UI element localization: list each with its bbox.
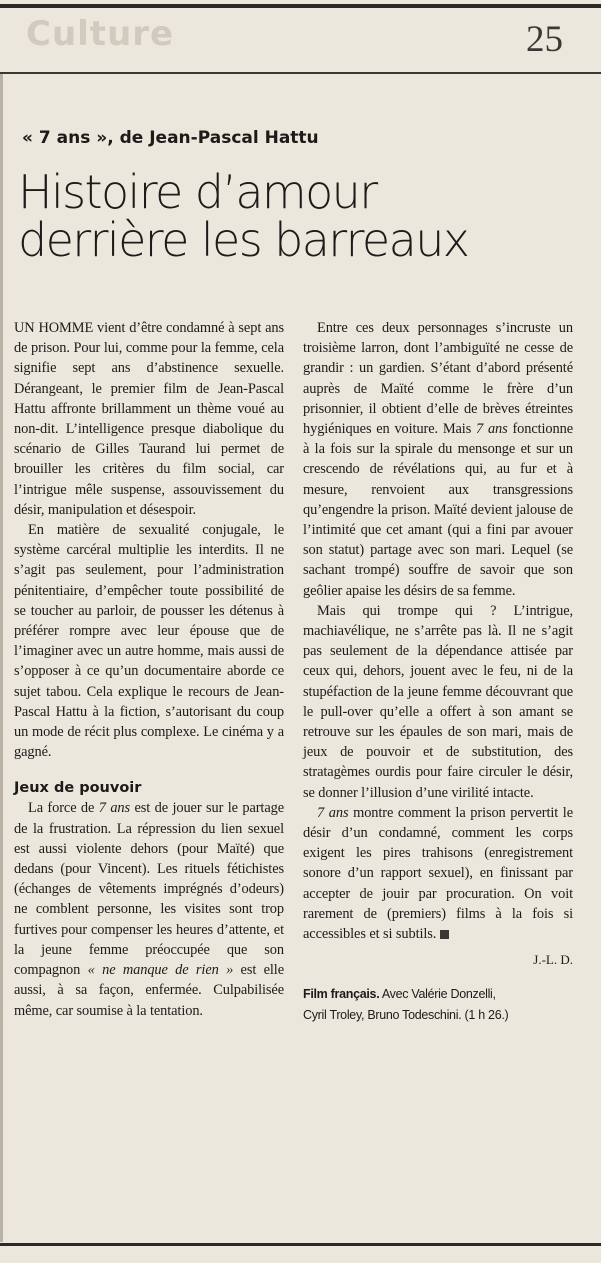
bottom-rule [0, 1243, 601, 1246]
paragraph-3 [14, 798, 284, 1020]
credits-label: Film français. [303, 987, 380, 1002]
headline-line-1: Histoire d’amour [18, 165, 377, 219]
article-column-right [303, 318, 573, 1026]
p6-text: montre comment la prison pervertit le désir d’un condamné, comment les corps exigent les pires trahisons (enregistrement sonore d’un rapport sexuel), en finissant par accepter de jouir par procuration. On voit rarement de (premiers) films à la fois si accessibles et si subtils. [303, 804, 573, 943]
credits-line-2: Cyril Troley, Bruno Todeschini. (1 h 26.) [303, 1008, 509, 1023]
paragraph-2: En matière de sexualité conjugale, le système carcéral multiplie les interdits. Il ne s’agit pas seulement, pour l’administration pénitentiaire, d’empêcher toute possibilité de se toucher au parloir, de pousser les détenus à préférer rompre avec leur épouse que de l’imaginer avec un autre homme, mais aussi de s’opposer à ce qu’un documentaire aborde ce sujet tabou. Cela explique le recours de Jean-Pascal Hattu à la fiction, s’autorisant du coup un mode de récit plus complexe. Le cinéma y a gagné. [14, 522, 284, 761]
article-kicker: « 7 ans », de Jean-Pascal Hattu [22, 128, 319, 148]
end-mark-icon [440, 930, 449, 939]
p3-text-c: est elle aussi, à sa façon, enfermée. Culpabilisée même, car soumise à la tentation. [14, 962, 284, 1019]
headline-line-2: derrière les barreaux [18, 213, 469, 267]
author-signature: J.-L. D. [533, 952, 573, 968]
header-rule [0, 72, 601, 74]
page-number: 25 [526, 19, 563, 60]
film-title: 7 ans [317, 804, 349, 821]
subheading: Jeux de pouvoir [14, 780, 142, 797]
lead-in: UN HOMME [14, 320, 94, 336]
p3-text-a: La force de [28, 800, 99, 817]
paragraph-1 [14, 318, 284, 520]
paragraph-6 [303, 803, 573, 944]
credits-line-1: Avec Valérie Donzelli, [379, 987, 496, 1002]
paragraph-5: Mais qui trompe qui ? L’intrigue, machiavélique, ne s’arrête pas là. Il ne s’agit pas seulement de la dépendance attisée par ceux qui, dehors, jouent avec le feu, ni de la stupéfaction de la jeune femme découvrant que le pull-over qu’elle a offert à son amant se retrouve sur les épaules de son mari, mais de jeux de pouvoir et de substitution, des stratagèmes ourdis pour faire circuler le désir, se donner l’illusion d’une virilité intacte. [303, 602, 573, 801]
top-rule [0, 4, 601, 8]
paragraph-4 [303, 318, 573, 601]
film-title: 7 ans [98, 800, 131, 817]
article-column-left [14, 318, 284, 1021]
p4-text-b: fonctionne à la fois sur la spirale du mensonge et sur un crescendo de révélations qui, au fur et à mesure, renvoient aux transgressions qu’engendre la prison. Maïté devient jalouse de l’intimité que cet amant (qui a fini par avouer son statut) partage avec son mari. Lequel (se sachant trompé) souffre de savoir que son geôlier apaise les désirs de sa femme. [303, 421, 573, 599]
section-header [0, 12, 560, 62]
paragraph-1-text: vient d’être condamné à sept ans de prison. Pour lui, comme pour la femme, cela signifie sept ans d’abstinence sexuelle. Dérangeant, le premier film de Jean-Pascal Hattu affronte brillamment un thème voué au non-dit. L’intelligence presque diabolique du scénario de Gilles Taurand lui permet de brouiller les critères du film social, car l’intrigue mêle suspense, assouvissement du désir, manipulation et désespoir. [14, 320, 284, 518]
p4-text-a: Entre ces deux personnages s’incruste un troisième larron, dont l’ambiguïté ne cesse de grandir : un gardien. S’étant d’abord présenté auprès de Maïté comme le frère d’un prisonnier, il obtient d’elle de brèves étreintes hygiéniques en voiture. Mais [303, 320, 573, 438]
quote: « ne manque de rien » [87, 962, 234, 979]
section-ghost-title: Culture [26, 14, 175, 54]
p3-text-b: est de jouer sur le partage de la frustration. La répression du lien sexuel est aussi violente dehors (pour Maïté) que dedans (pour Vincent). Les rituels fétichistes (échanges de vêtements imprégnés d’odeurs) ne comblent personne, les visites sont trop furtives pour compenser les heures d’attente, et la jeune femme préoccupée que son compagnon [14, 800, 284, 979]
film-title: 7 ans [476, 421, 508, 438]
page-edge [0, 74, 3, 1242]
article-headline [18, 165, 593, 267]
film-credits [303, 984, 573, 1026]
